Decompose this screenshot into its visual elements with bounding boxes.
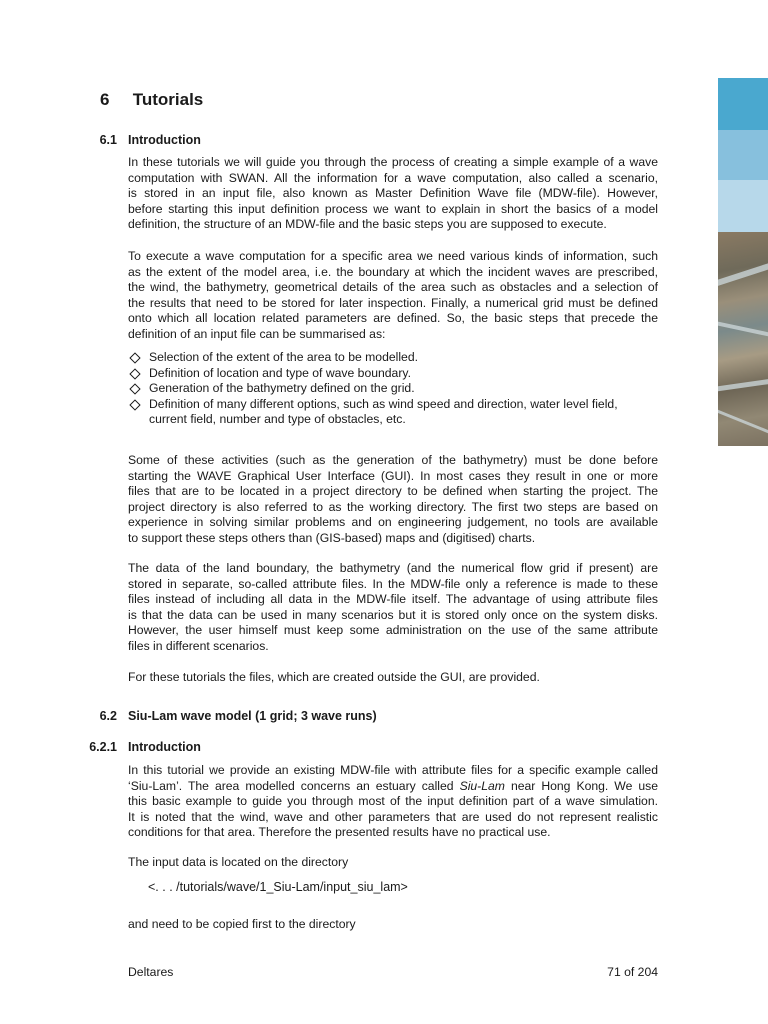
paragraph-input-location: The input data is located on the directory — [128, 855, 349, 869]
paragraph-siu-lam: In this tutorial we provide an existing MDW-file with attribute files for a specific example called ‘Siu-Lam’. The area modelled concerns an estuary called Siu-Lam near Hong Kong. We use this basic example to guide you through most of the input definition part of a wave simulation. It is noted that the wind, wave and other parameters that are used do not represent realistic conditions for that area. Therefore the presented results have no practical use. — [128, 763, 658, 840]
paragraph-files-provided: For these tutorials the files, which are created outside the GUI, are provided. — [128, 670, 540, 684]
list-item: Definition of location and type of wave boundary. — [128, 366, 658, 382]
section-number: 6.2 — [99, 709, 117, 723]
steps-list — [128, 350, 658, 428]
section-title: Introduction — [128, 133, 201, 147]
chapter-heading — [100, 90, 203, 110]
side-tab-medium — [718, 130, 768, 180]
diamond-bullet-icon — [129, 384, 140, 395]
paragraph-execute: To execute a wave computation for a specific area we need various kinds of information, such as the extent of the model area, i.e. the boundary at which the incident waves are prescribed, the wind, the bathymetry, geometrical details of the area such as obstacles and a selection of the results that need to be stored for later inspection. Finally, a numerical grid must be defined onto which all location related parameters are defined. So, the basic steps that precede the definition of an input file can be summarised as: — [128, 249, 658, 341]
footer-publisher: Deltares — [128, 965, 174, 979]
list-item: Generation of the bathymetry defined on the grid. — [128, 381, 658, 397]
section-title: Siu-Lam wave model (1 grid; 3 wave runs) — [128, 709, 377, 723]
aerial-photo-strip — [718, 232, 768, 446]
side-tab-dark — [718, 78, 768, 130]
estuary-name: Siu-Lam — [459, 778, 505, 793]
paragraph-attribute-files: The data of the land boundary, the bathymetry (and the numerical flow grid if present) are stored in separate, so-called attribute files. In the MDW-file only a reference is made to these files instead of including all data in the MDW-file itself. The advantage of using attribute files is that the data can be used in many scenarios but it is stored only once on the system disks. However, the user himself must keep some administration on the use of the same attribute files in different scenarios. — [128, 561, 658, 653]
subsection-number: 6.2.1 — [89, 740, 117, 754]
footer-page-number: 71 of 204 — [607, 965, 658, 979]
list-item: Definition of many different options, such as wind speed and direction, water level field, current field, number and type of obstacles, etc. — [128, 397, 658, 428]
chapter-number: 6 — [100, 90, 110, 109]
diamond-bullet-icon — [129, 399, 140, 410]
diamond-bullet-icon — [129, 352, 140, 363]
directory-path: <. . . /tutorials/wave/1_Siu-Lam/input_siu_lam> — [148, 880, 408, 894]
subsection-title: Introduction — [128, 740, 201, 754]
list-item: Selection of the extent of the area to be modelled. — [128, 350, 658, 366]
paragraph-activities: Some of these activities (such as the generation of the bathymetry) must be done before starting the WAVE Graphical User Interface (GUI). In most cases they result in one or more files that are to be located in a project directory to be defined when starting the project. The project directory is also referred to as the working directory. The first two steps are based on experience in solving similar problems and on engineering judgement, no tools are available to support these steps others than (GIS-based) maps and (digitised) charts. — [128, 453, 658, 545]
chapter-title: Tutorials — [132, 90, 204, 109]
section-number: 6.1 — [99, 133, 117, 147]
paragraph-copy-directory: and need to be copied first to the directory — [128, 917, 356, 931]
paragraph-intro: In these tutorials we will guide you through the process of creating a simple example of a wave computation with SWAN. All the information for a wave computation, also called a scenario, is stored in an input file, also known as Master Definition Wave file (MDW-file). However, before starting this input definition process we want to explain in short the basics of a model definition, the structure of an MDW-file and the basic steps you are supposed to execute. — [128, 155, 658, 232]
side-tab-light — [718, 180, 768, 232]
diamond-bullet-icon — [129, 368, 140, 379]
